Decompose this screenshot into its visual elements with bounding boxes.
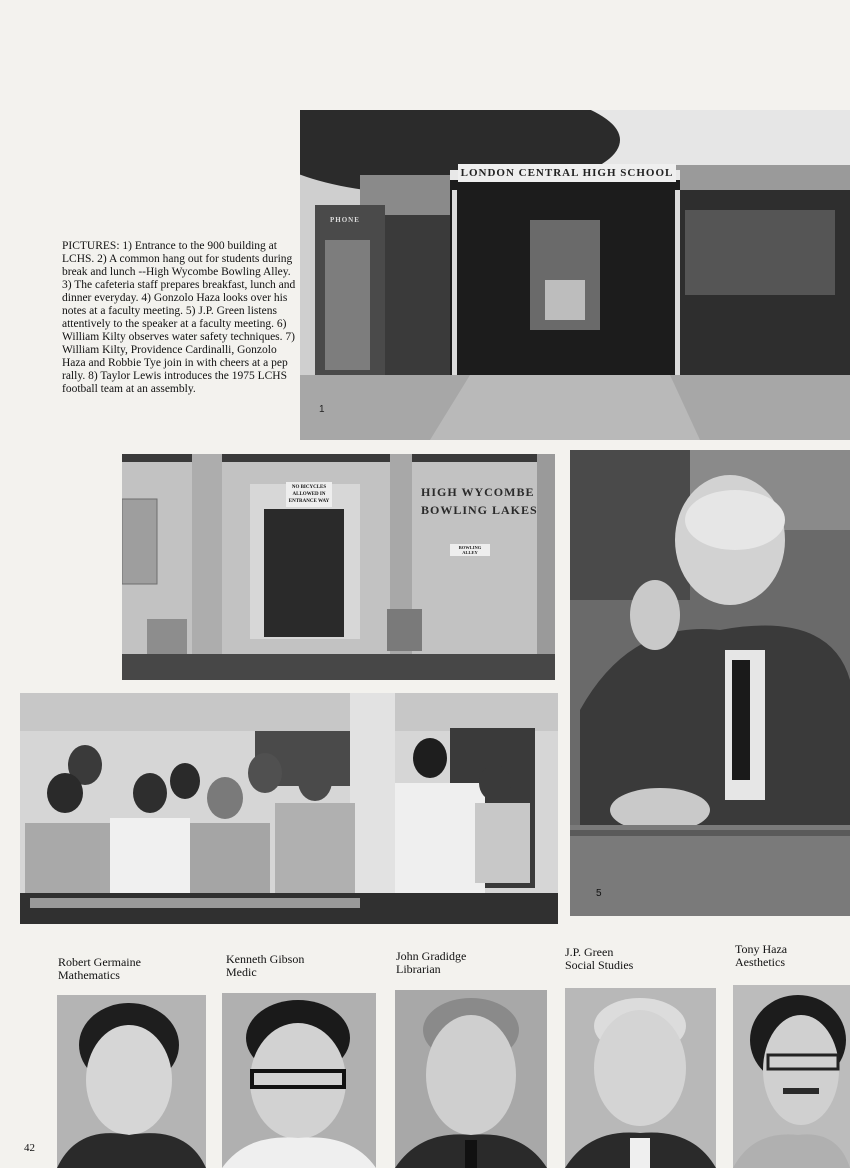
staff-label [565,946,633,972]
bowling-small-sign: BOWLING ALLEY [450,544,490,556]
staff-role: Medic [226,965,257,979]
staff-name: John Gradidge [396,949,467,963]
pictures-caption: PICTURES: 1) Entrance to the 900 building at LCHS. 2) A common hang out for students during break and lunch --High Wycombe Bowling Alley. 3) The cafeteria staff prepares breakfast, lunch and dinner everyday. 4) Gonzolo Haza looks over his notes at a faculty meeting. 5) J.P. Green listens attentively to the speaker at a faculty meeting. 6) William Kilty observes water safety techniques. 7) William Kilty, Providence Cardinalli, Gonzolo Haza and Robbie Tye join in with cheers at a pep rally. 8) Taylor Lewis introduces the 1975 LCHS football team at an assembly. [62,240,296,395]
photo-5-number: 5 [596,888,602,899]
page-number: 42 [24,1142,35,1154]
cafeteria-staff-photo [20,693,558,924]
portrait-kenneth-gibson [222,993,376,1168]
staff-name: J.P. Green [565,945,614,959]
bowling-sign-line2: BOWLING LAKES [421,503,538,517]
phone-sign: PHONE [330,216,360,224]
portrait-jp-green [565,988,716,1168]
faculty-meeting-photo [570,450,850,916]
staff-name: Robert Germaine [58,955,141,969]
portrait-tony-haza [733,985,850,1168]
staff-label [735,943,787,969]
portrait-robert-germaine [57,995,206,1168]
bowling-sign-line1: HIGH WYCOMBE [421,485,535,499]
school-entrance-photo [300,110,850,440]
bicycle-notice: NO BICYCLES ALLOWED IN ENTRANCE WAY [286,482,332,507]
photo-1-number: 1 [319,404,325,415]
staff-label [58,956,141,982]
staff-role: Librarian [396,962,441,976]
staff-name: Tony Haza [735,942,788,956]
staff-name: Kenneth Gibson [226,952,305,966]
staff-role: Mathematics [58,968,120,982]
staff-label [226,953,304,979]
school-sign: LONDON CENTRAL HIGH SCHOOL [458,164,676,182]
portrait-john-gradidge [395,990,547,1168]
staff-role: Aesthetics [735,955,785,969]
staff-role: Social Studies [565,958,634,972]
staff-label [396,950,466,976]
